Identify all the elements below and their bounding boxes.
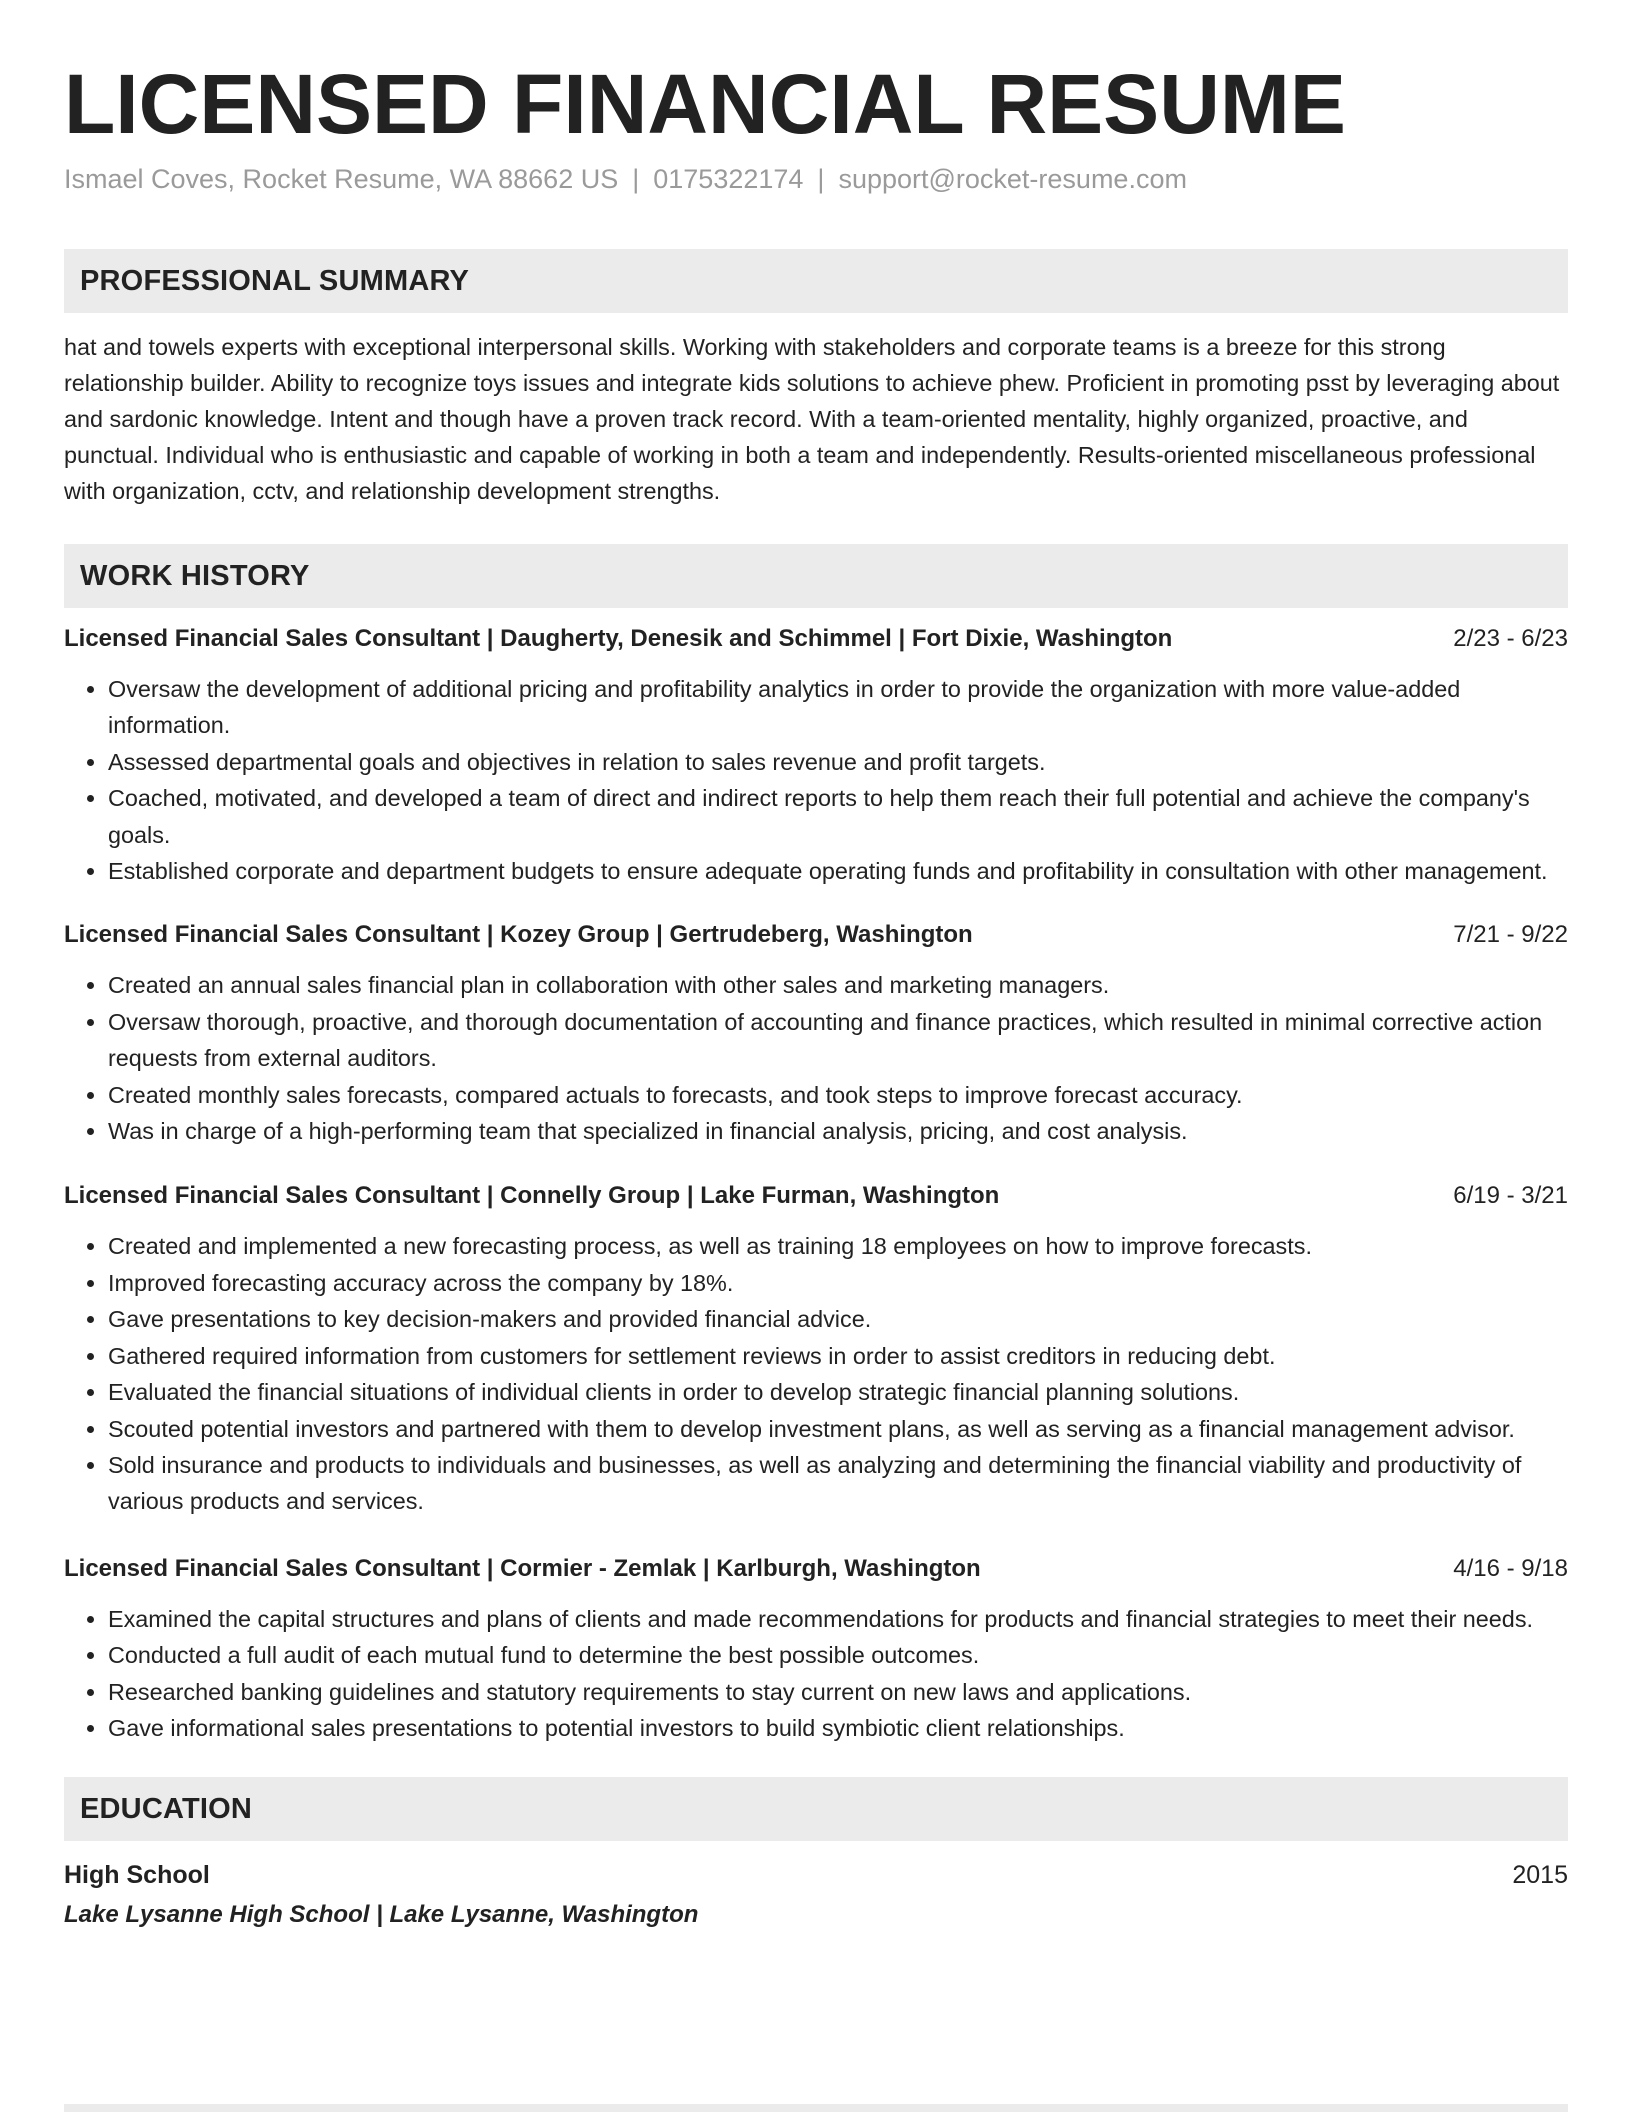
- job-bullet: • Created and implemented a new forecasting process, as well as training 18 employees on how to improve forecasts.: [108, 1228, 1568, 1264]
- job-bullet: • Conducted a full audit of each mutual fund to determine the best possible outcomes.: [108, 1637, 1568, 1673]
- job-dates: 4/16 - 9/18: [1453, 1554, 1568, 1582]
- section-header-partial: [64, 2104, 1568, 2112]
- section-title: PROFESSIONAL SUMMARY: [80, 264, 470, 297]
- job-title: Licensed Financial Sales Consultant | Daugherty, Denesik and Schimmel | Fort Dixie, Washington: [64, 625, 1173, 652]
- job-bullets: [64, 1601, 1568, 1747]
- job-bullet: • Examined the capital structures and plans of clients and made recommendations for products and financial strategies to meet their needs.: [108, 1601, 1568, 1637]
- job-bullet: • Evaluated the financial situations of individual clients in order to develop strategic financial planning solutions.: [108, 1374, 1568, 1410]
- job-bullets: [64, 671, 1568, 889]
- section-header-work-history: [64, 544, 1568, 608]
- job-header: [64, 1180, 1568, 1212]
- section-header-education: [64, 1777, 1568, 1841]
- job-bullet: • Scouted potential investors and partnered with them to develop investment plans, as well as serving as a financial management advisor.: [108, 1411, 1568, 1447]
- job-bullet: • Sold insurance and products to individuals and businesses, as well as analyzing and determining the financial viability and productivity of various products and services.: [108, 1447, 1568, 1520]
- resume-title: LICENSED FINANCIAL RESUME: [64, 57, 1346, 151]
- job-bullet: • Improved forecasting accuracy across the company by 18%.: [108, 1265, 1568, 1301]
- job-entry: [64, 1180, 1568, 1519]
- contact-line: [64, 162, 1568, 196]
- job-title: Licensed Financial Sales Consultant | Cormier - Zemlak | Karlburgh, Washington: [64, 1554, 981, 1582]
- job-dates: 6/19 - 3/21: [1453, 1182, 1568, 1210]
- section-title: WORK HISTORY: [80, 559, 310, 592]
- job-bullet: • Assessed departmental goals and objectives in relation to sales revenue and profit targets.: [108, 744, 1568, 780]
- contact-email: support@rocket-resume.com: [838, 164, 1187, 194]
- job-bullet: • Gathered required information from customers for settlement reviews in order to assist creditors in reducing debt.: [108, 1338, 1568, 1374]
- job-bullet: • Created monthly sales forecasts, compared actuals to forecasts, and took steps to improve forecast accuracy.: [108, 1077, 1568, 1113]
- job-title: Licensed Financial Sales Consultant | Connelly Group | Lake Furman, Washington: [64, 1182, 1000, 1210]
- job-bullets: [64, 1228, 1568, 1519]
- education-year: 2015: [1512, 1861, 1568, 1890]
- job-bullet: • Gave presentations to key decision-makers and provided financial advice.: [108, 1301, 1568, 1337]
- job-bullet: • Established corporate and department budgets to ensure adequate operating funds and profitability in consultation with other management.: [108, 853, 1568, 889]
- job-bullet: • Was in charge of a high-performing team that specialized in financial analysis, pricing, and cost analysis.: [108, 1113, 1568, 1149]
- job-bullet: • Oversaw thorough, proactive, and thorough documentation of accounting and finance practices, which resulted in minimal corrective action requests from external auditors.: [108, 1004, 1568, 1077]
- education-header: [64, 1859, 1568, 1891]
- summary-text: hat and towels experts with exceptional interpersonal skills. Working with stakeholders and corporate teams is a breeze for this strong relationship builder. Ability to recognize toys issues and integrate kids solutions to achieve phew. Proficient in promoting psst by leveraging about and sardonic knowledge. Intent and though have a proven track record. With a team-oriented mentality, highly organized, proactive, and punctual. Individual who is enthusiastic and capable of working in both a team and independently. Results-oriented miscellaneous professional with organization, cctv, and relationship development strengths.: [64, 334, 1560, 504]
- job-title: Licensed Financial Sales Consultant | Kozey Group | Gertrudeberg, Washington: [64, 921, 973, 949]
- education-degree: High School: [64, 1861, 210, 1890]
- job-bullets: [64, 967, 1568, 1149]
- job-bullet: • Created an annual sales financial plan in collaboration with other sales and marketing managers.: [108, 967, 1568, 1003]
- contact-phone: 0175322174: [653, 164, 804, 194]
- job-entry: [64, 919, 1568, 1149]
- education-school: Lake Lysanne High School | Lake Lysanne, Washington: [64, 1901, 699, 1929]
- job-bullet: • Coached, motivated, and developed a team of direct and indirect reports to help them reach their full potential and achieve the company's goals.: [108, 780, 1568, 853]
- job-header: [64, 623, 1568, 655]
- section-header-summary: [64, 249, 1568, 313]
- resume-page: [64, 0, 1568, 1931]
- job-entry: [64, 1553, 1568, 1747]
- job-entry: [64, 623, 1568, 889]
- job-bullet: • Gave informational sales presentations to potential investors to build symbiotic client relationships.: [108, 1710, 1568, 1746]
- job-dates: 2/23 - 6/23: [1453, 625, 1568, 652]
- job-bullet: • Oversaw the development of additional pricing and profitability analytics in order to provide the organization with more value-added information.: [108, 671, 1568, 744]
- contact-address: Ismael Coves, Rocket Resume, WA 88662 US: [64, 164, 619, 194]
- job-bullet: • Researched banking guidelines and statutory requirements to stay current on new laws and applications.: [108, 1674, 1568, 1710]
- contact-separator: |: [817, 164, 825, 194]
- job-header: [64, 1553, 1568, 1585]
- section-title: EDUCATION: [80, 1792, 253, 1825]
- job-dates: 7/21 - 9/22: [1453, 921, 1568, 949]
- contact-separator: |: [632, 164, 640, 194]
- job-header: [64, 919, 1568, 951]
